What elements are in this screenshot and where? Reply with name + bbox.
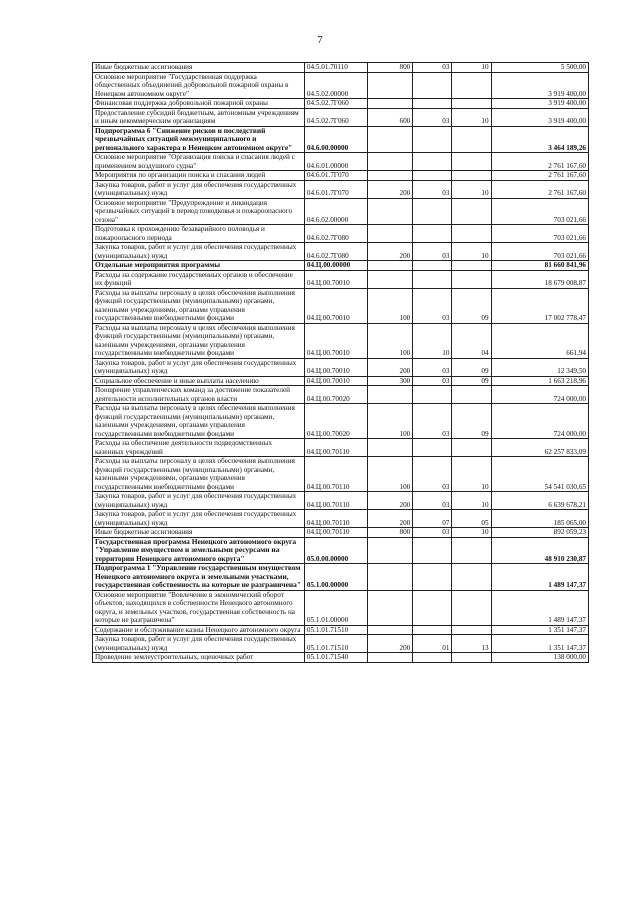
row-amount: 703 021,66 [491, 225, 588, 243]
table-row [93, 564, 589, 591]
page-number: 7 [317, 34, 323, 46]
row-amount: 12 349,50 [491, 358, 588, 376]
table-row [93, 126, 589, 153]
row-subsection [452, 386, 491, 404]
row-section [413, 439, 452, 457]
row-code: 04.6.02.7Г080 [304, 225, 367, 243]
row-name: Закупка товаров, работ и услуг для обеспечения государственных (муниципальных) нужд [93, 358, 305, 376]
row-section: 03 [413, 457, 452, 492]
table-row [93, 180, 589, 198]
row-code: 05.1.01.00000 [304, 590, 367, 625]
row-amount: 17 002 778,47 [491, 288, 588, 323]
row-expense-type: 200 [368, 243, 413, 261]
row-section: 03 [413, 528, 452, 538]
row-expense-type: 800 [368, 63, 413, 73]
row-subsection [452, 270, 491, 288]
row-subsection: 04 [452, 323, 491, 358]
row-subsection [452, 653, 491, 663]
row-name: Основное мероприятие "Государственная поддержка общественных объединений добровольной пожарной охраны в Ненецком автономном округе" [93, 72, 305, 99]
row-section [413, 153, 452, 171]
row-section: 03 [413, 404, 452, 439]
table-row [93, 225, 589, 243]
row-expense-type [368, 261, 413, 271]
row-expense-type [368, 439, 413, 457]
row-code: 04.Ц.00.70010 [304, 323, 367, 358]
table-row [93, 261, 589, 271]
row-section [413, 653, 452, 663]
row-amount: 724 000,00 [491, 386, 588, 404]
row-code: 04.Ц.00.70020 [304, 386, 367, 404]
row-subsection [452, 537, 491, 564]
row-code: 04.6.01.7Г070 [304, 171, 367, 181]
row-name: Социальное обеспечение и иные выплаты населению [93, 376, 305, 386]
row-subsection: 10 [452, 528, 491, 538]
row-name: Расходы на выплаты персоналу в целях обеспечения выполнения функций государственными (муниципальными) органами, казенными учреждениями, органами управления государственными внебюджетными фондами [93, 457, 305, 492]
row-name: Основное мероприятие "Вовлечение в экономический оборот объектов, находящихся в собственности Ненецкого автономного округа, и земельных участков, государственная собственность на которые не разграничена" [93, 590, 305, 625]
row-code: 04.Ц.00.70110 [304, 439, 367, 457]
row-section [413, 126, 452, 153]
table-row [93, 625, 589, 635]
table-row [93, 510, 589, 528]
row-subsection [452, 590, 491, 625]
row-name: Предоставление субсидий бюджетным, автономным учреждениям и иным некоммерческим организациям [93, 108, 305, 126]
row-expense-type [368, 126, 413, 153]
row-section [413, 625, 452, 635]
table-row [93, 439, 589, 457]
table-row [93, 358, 589, 376]
row-subsection: 10 [452, 108, 491, 126]
row-name: Подпрограмма 1 "Управление государственным имуществом Ненецкого автономного округа и земельными участками, государственная собственность на которые не разграничена" [93, 564, 305, 591]
row-expense-type: 200 [368, 180, 413, 198]
row-expense-type [368, 171, 413, 181]
row-expense-type: 200 [368, 510, 413, 528]
row-expense-type [368, 564, 413, 591]
table-row [93, 198, 589, 225]
row-amount: 661,94 [491, 323, 588, 358]
row-amount: 3 919 400,00 [491, 72, 588, 99]
row-amount: 3 919 400,00 [491, 108, 588, 126]
row-amount: 3 919 400,00 [491, 99, 588, 109]
table-row [93, 270, 589, 288]
row-amount: 81 660 841,96 [491, 261, 588, 271]
row-section [413, 171, 452, 181]
row-amount: 703 021,66 [491, 198, 588, 225]
row-amount: 5 500,00 [491, 63, 588, 73]
row-name: Иные бюджетные ассигнования [93, 528, 305, 538]
row-subsection: 10 [452, 243, 491, 261]
row-name: Закупка товаров, работ и услуг для обеспечения государственных (муниципальных) нужд [93, 492, 305, 510]
row-section [413, 537, 452, 564]
row-name: Закупка товаров, работ и услуг для обеспечения государственных (муниципальных) нужд [93, 180, 305, 198]
row-name: Отдельные мероприятия программы [93, 261, 305, 271]
row-amount: 1 351 147,37 [491, 625, 588, 635]
table-row [93, 323, 589, 358]
row-code: 04.6.01.00000 [304, 153, 367, 171]
row-expense-type [368, 590, 413, 625]
row-amount: 1 489 147,37 [491, 590, 588, 625]
row-code: 04.Ц.00.70010 [304, 288, 367, 323]
row-name: Расходы на выплаты персоналу в целях обеспечения выполнения функций государственными (муниципальными) органами, казенными учреждениями, органами управления государственными внебюджетными фондами [93, 288, 305, 323]
row-section: 01 [413, 635, 452, 653]
table-row [93, 153, 589, 171]
row-section [413, 590, 452, 625]
row-expense-type [368, 198, 413, 225]
row-name: Закупка товаров, работ и услуг для обеспечения государственных (муниципальных) нужд [93, 243, 305, 261]
row-subsection: 10 [452, 180, 491, 198]
row-code: 04.6.02.7Г080 [304, 243, 367, 261]
row-section: 03 [413, 243, 452, 261]
row-code: 04.Ц.00.70010 [304, 270, 367, 288]
row-subsection [452, 625, 491, 635]
row-section: 10 [413, 323, 452, 358]
row-name: Финансовая поддержка добровольной пожарной охраны [93, 99, 305, 109]
row-name: Проведение землеустроительных, оценочных работ [93, 653, 305, 663]
row-expense-type: 300 [368, 376, 413, 386]
row-subsection [452, 225, 491, 243]
table-row [93, 171, 589, 181]
row-section: 03 [413, 108, 452, 126]
row-section [413, 225, 452, 243]
row-expense-type [368, 72, 413, 99]
row-subsection: 10 [452, 492, 491, 510]
row-subsection: 05 [452, 510, 491, 528]
row-amount: 2 761 167,60 [491, 180, 588, 198]
row-code: 04.5.02.7Г060 [304, 108, 367, 126]
row-section: 03 [413, 180, 452, 198]
row-name: Подпрограмма 6 "Снижение рисков и последствий чрезвычайных ситуаций межмуниципального и регионального характера в Ненецком автономном округе" [93, 126, 305, 153]
row-section: 03 [413, 492, 452, 510]
row-expense-type: 100 [368, 457, 413, 492]
row-name: Подготовка к прохождению безаварийного половодья и пожароопасного периода [93, 225, 305, 243]
row-expense-type: 100 [368, 404, 413, 439]
row-name: Закупка товаров, работ и услуг для обеспечения государственных (муниципальных) нужд [93, 510, 305, 528]
row-amount: 6 639 678,21 [491, 492, 588, 510]
row-amount: 703 021,66 [491, 243, 588, 261]
row-section [413, 564, 452, 591]
row-expense-type [368, 537, 413, 564]
table-row [93, 492, 589, 510]
row-expense-type: 200 [368, 492, 413, 510]
row-section [413, 99, 452, 109]
row-subsection [452, 261, 491, 271]
row-expense-type [368, 270, 413, 288]
row-subsection: 10 [452, 63, 491, 73]
row-code: 04.Ц.00.70110 [304, 492, 367, 510]
row-name: Расходы на выплаты персоналу в целях обеспечения выполнения функций государственными (муниципальными) органами, казенными учреждениями, органами управления государственными внебюджетными фондами [93, 323, 305, 358]
row-section: 03 [413, 358, 452, 376]
row-expense-type: 200 [368, 635, 413, 653]
row-expense-type [368, 99, 413, 109]
row-section [413, 72, 452, 99]
row-code: 05.1.01.71510 [304, 635, 367, 653]
row-expense-type: 100 [368, 323, 413, 358]
row-code: 05.1.01.71540 [304, 653, 367, 663]
row-amount: 892 059,23 [491, 528, 588, 538]
budget-table [92, 62, 589, 663]
table-row [93, 288, 589, 323]
row-section: 03 [413, 63, 452, 73]
table-row [93, 376, 589, 386]
row-expense-type [368, 225, 413, 243]
table-row [93, 653, 589, 663]
row-expense-type: 600 [368, 108, 413, 126]
row-name: Поощрение управленческих команд за достижение показателей деятельности исполнительных органов власти [93, 386, 305, 404]
row-expense-type [368, 653, 413, 663]
row-subsection: 10 [452, 457, 491, 492]
row-section [413, 261, 452, 271]
row-amount: 3 464 189,26 [491, 126, 588, 153]
row-name: Содержание и обслуживание казны Ненецкого автономного округа [93, 625, 305, 635]
row-amount: 138 000,00 [491, 653, 588, 663]
row-subsection [452, 126, 491, 153]
row-section [413, 386, 452, 404]
row-code: 04.Ц.00.70110 [304, 457, 367, 492]
row-code: 04.Ц.00.70110 [304, 510, 367, 528]
row-expense-type [368, 153, 413, 171]
row-subsection: 09 [452, 404, 491, 439]
row-subsection: 09 [452, 288, 491, 323]
row-amount: 2 761 167,60 [491, 153, 588, 171]
row-code: 05.1.00.00000 [304, 564, 367, 591]
table-row [93, 72, 589, 99]
row-name: Закупка товаров, работ и услуг для обеспечения государственных (муниципальных) нужд [93, 635, 305, 653]
table-row [93, 63, 589, 73]
row-subsection [452, 439, 491, 457]
table-row [93, 99, 589, 109]
row-code: 04.5.02.7Г060 [304, 99, 367, 109]
row-expense-type: 100 [368, 288, 413, 323]
row-amount: 1 663 218,96 [491, 376, 588, 386]
row-code: 04.6.00.00000 [304, 126, 367, 153]
row-expense-type: 800 [368, 528, 413, 538]
table-row [93, 243, 589, 261]
row-amount: 185 065,00 [491, 510, 588, 528]
row-name: Основное мероприятие "Предупреждение и ликвидация чрезвычайных ситуаций в период поводковья и пожароопасного сезона" [93, 198, 305, 225]
row-section: 03 [413, 288, 452, 323]
table-row [93, 404, 589, 439]
row-name: Расходы на выплаты персоналу в целях обеспечения выполнения функций государственными (муниципальными) органами, казенными учреждениями, органами управления государственными внебюджетными фондами [93, 404, 305, 439]
row-subsection [452, 171, 491, 181]
row-amount: 62 257 833,09 [491, 439, 588, 457]
row-section: 03 [413, 376, 452, 386]
table-row [93, 108, 589, 126]
row-code: 04.6.01.7Г070 [304, 180, 367, 198]
row-expense-type: 200 [368, 358, 413, 376]
row-expense-type [368, 386, 413, 404]
table-row [93, 635, 589, 653]
row-code: 05.1.01.71510 [304, 625, 367, 635]
row-subsection [452, 153, 491, 171]
row-amount: 724 000,00 [491, 404, 588, 439]
table-row [93, 386, 589, 404]
row-code: 04.Ц.00.70020 [304, 404, 367, 439]
row-subsection: 09 [452, 376, 491, 386]
row-code: 04.5.02.00000 [304, 72, 367, 99]
row-expense-type [368, 625, 413, 635]
row-amount: 48 910 230,87 [491, 537, 588, 564]
row-code: 04.6.02.00000 [304, 198, 367, 225]
table-row [93, 590, 589, 625]
table-row [93, 457, 589, 492]
row-name: Иные бюджетные ассигнования [93, 63, 305, 73]
row-amount: 2 761 167,60 [491, 171, 588, 181]
row-code: 05.0.00.00000 [304, 537, 367, 564]
row-subsection [452, 564, 491, 591]
row-amount: 1 489 147,37 [491, 564, 588, 591]
row-code: 04.Ц.00.70010 [304, 358, 367, 376]
row-section [413, 198, 452, 225]
row-name: Государственная программа Ненецкого автономного округа "Управление имуществом и земельными ресурсами на территории Ненецкого автономного округа" [93, 537, 305, 564]
row-subsection [452, 198, 491, 225]
row-amount: 1 351 147,37 [491, 635, 588, 653]
row-section [413, 270, 452, 288]
row-subsection [452, 99, 491, 109]
row-amount: 54 541 030,65 [491, 457, 588, 492]
row-subsection: 09 [452, 358, 491, 376]
row-name: Расходы на содержание государственных органов и обеспечение их функций [93, 270, 305, 288]
row-code: 04.Ц.00.00000 [304, 261, 367, 271]
row-code: 04.5.01.70110 [304, 63, 367, 73]
row-subsection [452, 72, 491, 99]
row-subsection: 13 [452, 635, 491, 653]
row-section: 07 [413, 510, 452, 528]
table-row [93, 528, 589, 538]
row-code: 04.Ц.00.70010 [304, 376, 367, 386]
row-name: Расходы на обеспечение деятельности подведомственных казенных учреждений [93, 439, 305, 457]
table-row [93, 537, 589, 564]
row-name: Мероприятия по организации поиска и спасания людей [93, 171, 305, 181]
row-code: 04.Ц.00.70110 [304, 528, 367, 538]
row-amount: 18 679 008,87 [491, 270, 588, 288]
row-name: Основное мероприятие "Организация поиска и спасания людей с применением воздушного судна" [93, 153, 305, 171]
